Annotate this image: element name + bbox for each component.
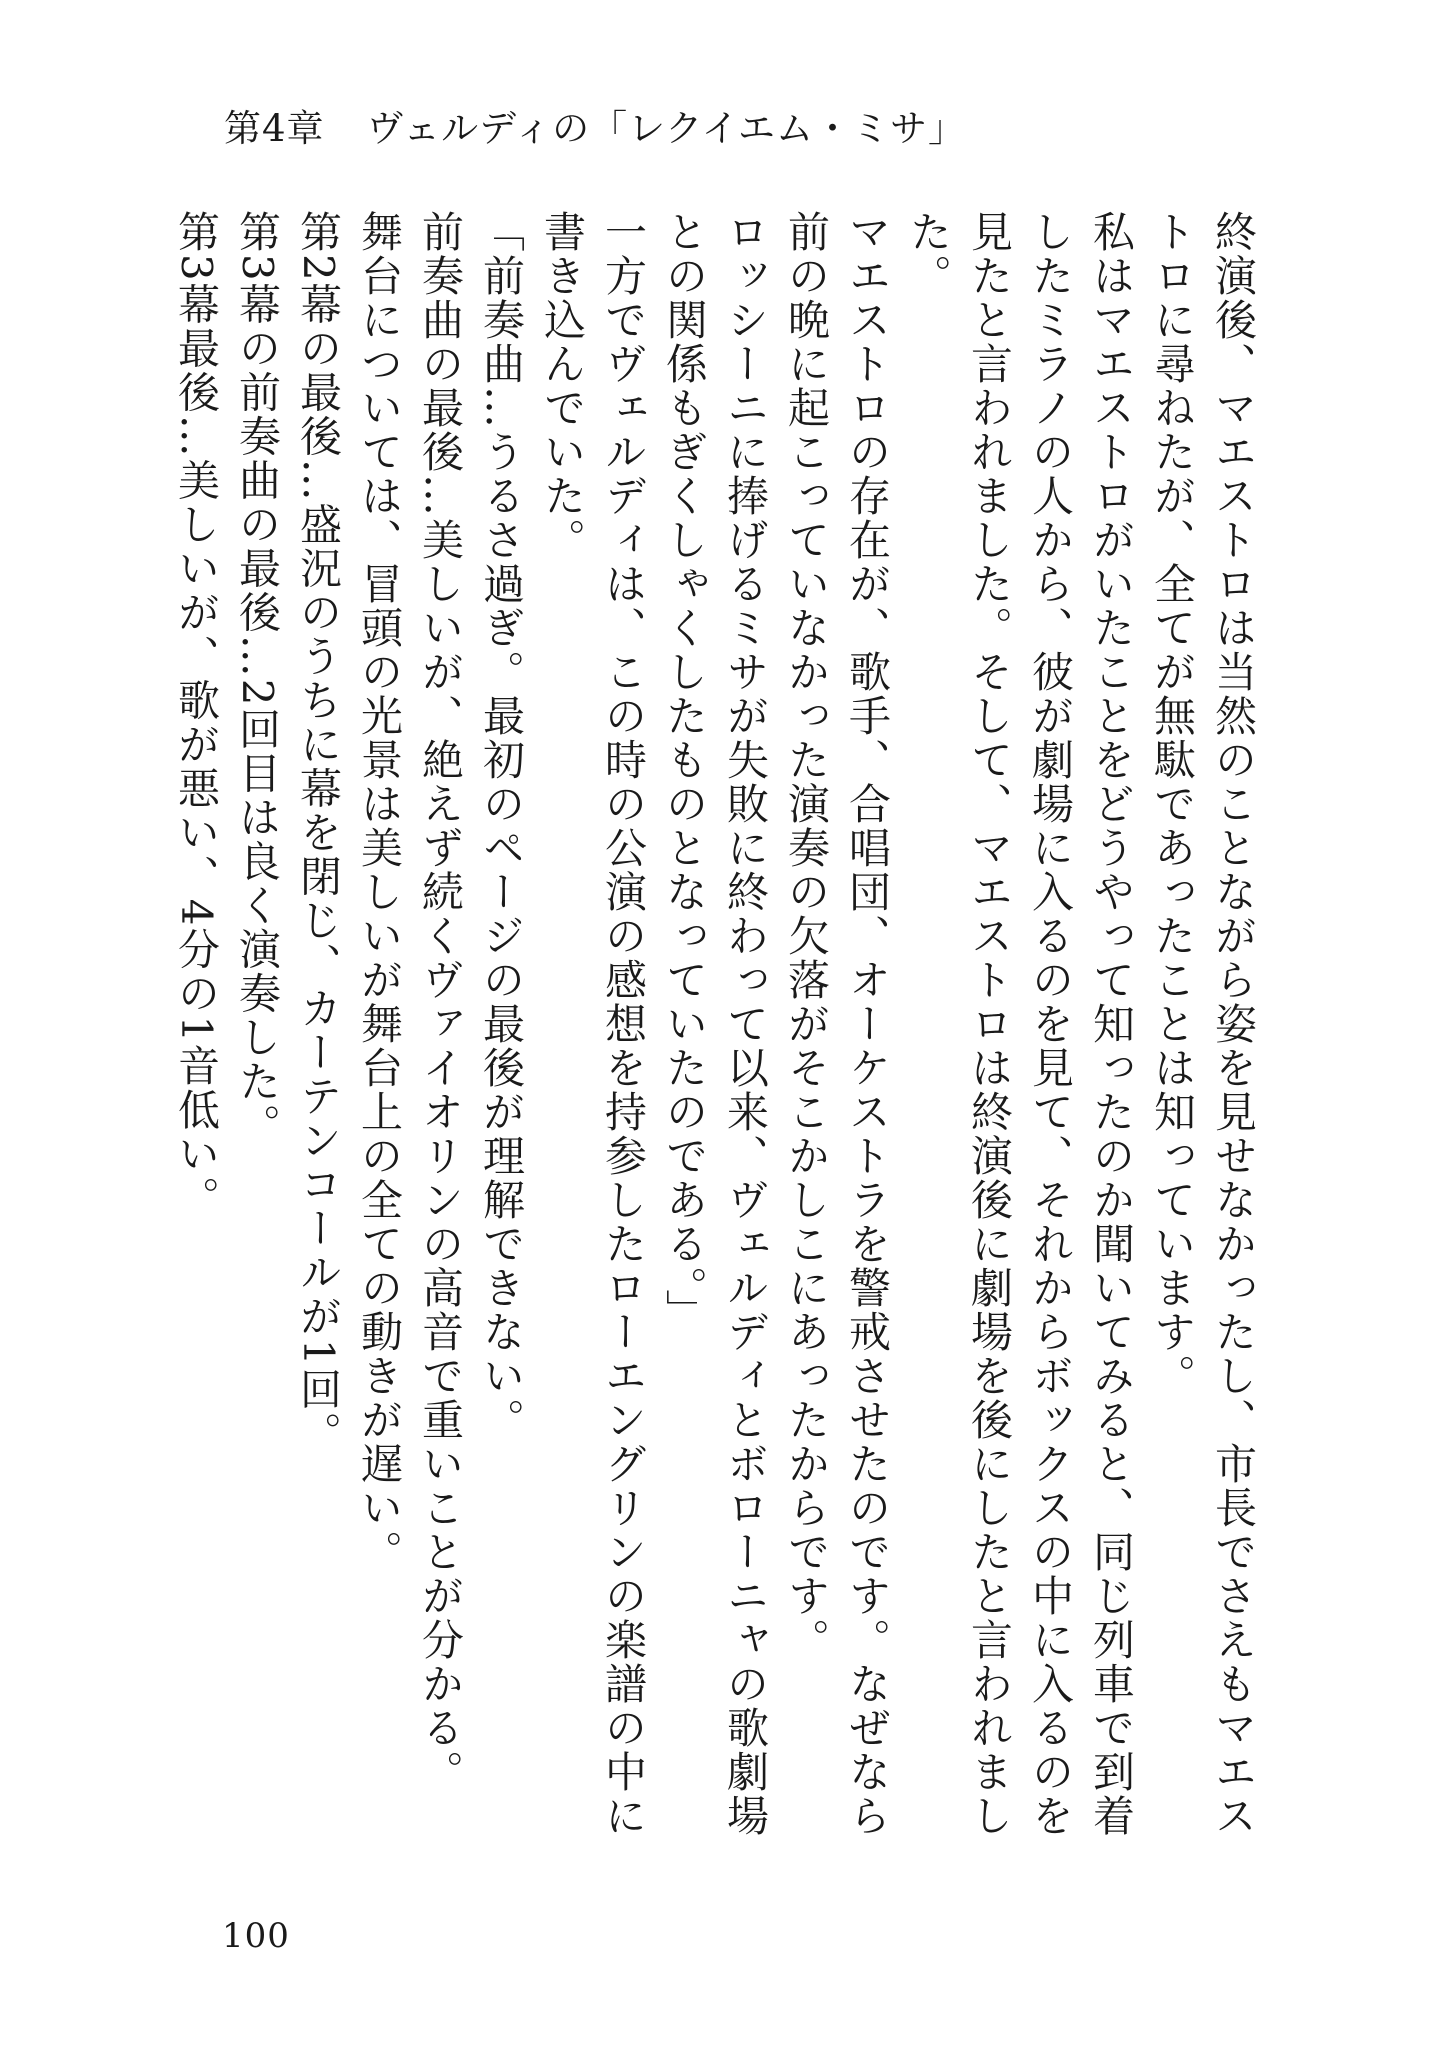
- paragraph: 第3幕最後…美しいが、歌が悪い、4分の1音低い。: [172, 210, 221, 1221]
- paragraph: 一方でヴェルディは、この時の公演の感想を持参したローエングリンの楽譜の中に書き込んでいた。: [538, 210, 648, 1838]
- paragraph: 終演後、マエストロは当然のことながら姿を見せなかったし、市長でさえもマエストロに尋ねたが、全てが無駄であったことは知っています。: [1148, 210, 1258, 1838]
- page-number: 100: [222, 1916, 290, 1956]
- paragraph: 第3幕の前奏曲の最後…2回目は良く演奏した。: [233, 210, 282, 1148]
- paragraph: 舞台については、冒頭の光景は美しいが舞台上の全ての動きが遅い。: [355, 210, 404, 1574]
- chapter-number: 第4章: [224, 107, 325, 150]
- paragraph: 私はマエストロがいたことをどうやって知ったのか聞いてみると、同じ列車で到着したミラノの人から、彼が劇場に入るのを見て、それからボックスの中に入るのを見たと言われました。そして、マエストロは終演後に劇場を後にしたと言われました。: [904, 210, 1136, 1838]
- paragraph: 前奏曲の最後…美しいが、絶えず続くヴァイオリンの高音で重いことが分かる。: [416, 210, 465, 1794]
- body-text: [172, 210, 1264, 1850]
- paragraph: 「前奏曲…うるさ過ぎ。最初のページの最後が理解できない。: [477, 210, 526, 1442]
- paragraph: 第2幕の最後…盛況のうちに幕を閉じ、カーテンコールが1回。: [294, 210, 343, 1456]
- running-header: [224, 98, 966, 152]
- chapter-title: ヴェルディの「レクイエム・ミサ」: [366, 107, 967, 150]
- paragraph: ロッシーニに捧げるミサが失敗に終わって以来、ヴェルディとボローニャの歌劇場との関係もぎくしゃくしたものとなっていたのである。」: [660, 210, 770, 1838]
- paragraph: マエストロの存在が、歌手、合唱団、オーケストラを警戒させたのです。なぜなら前の晩に起こっていなかった演奏の欠落がそこかしこにあったからです。: [782, 210, 892, 1838]
